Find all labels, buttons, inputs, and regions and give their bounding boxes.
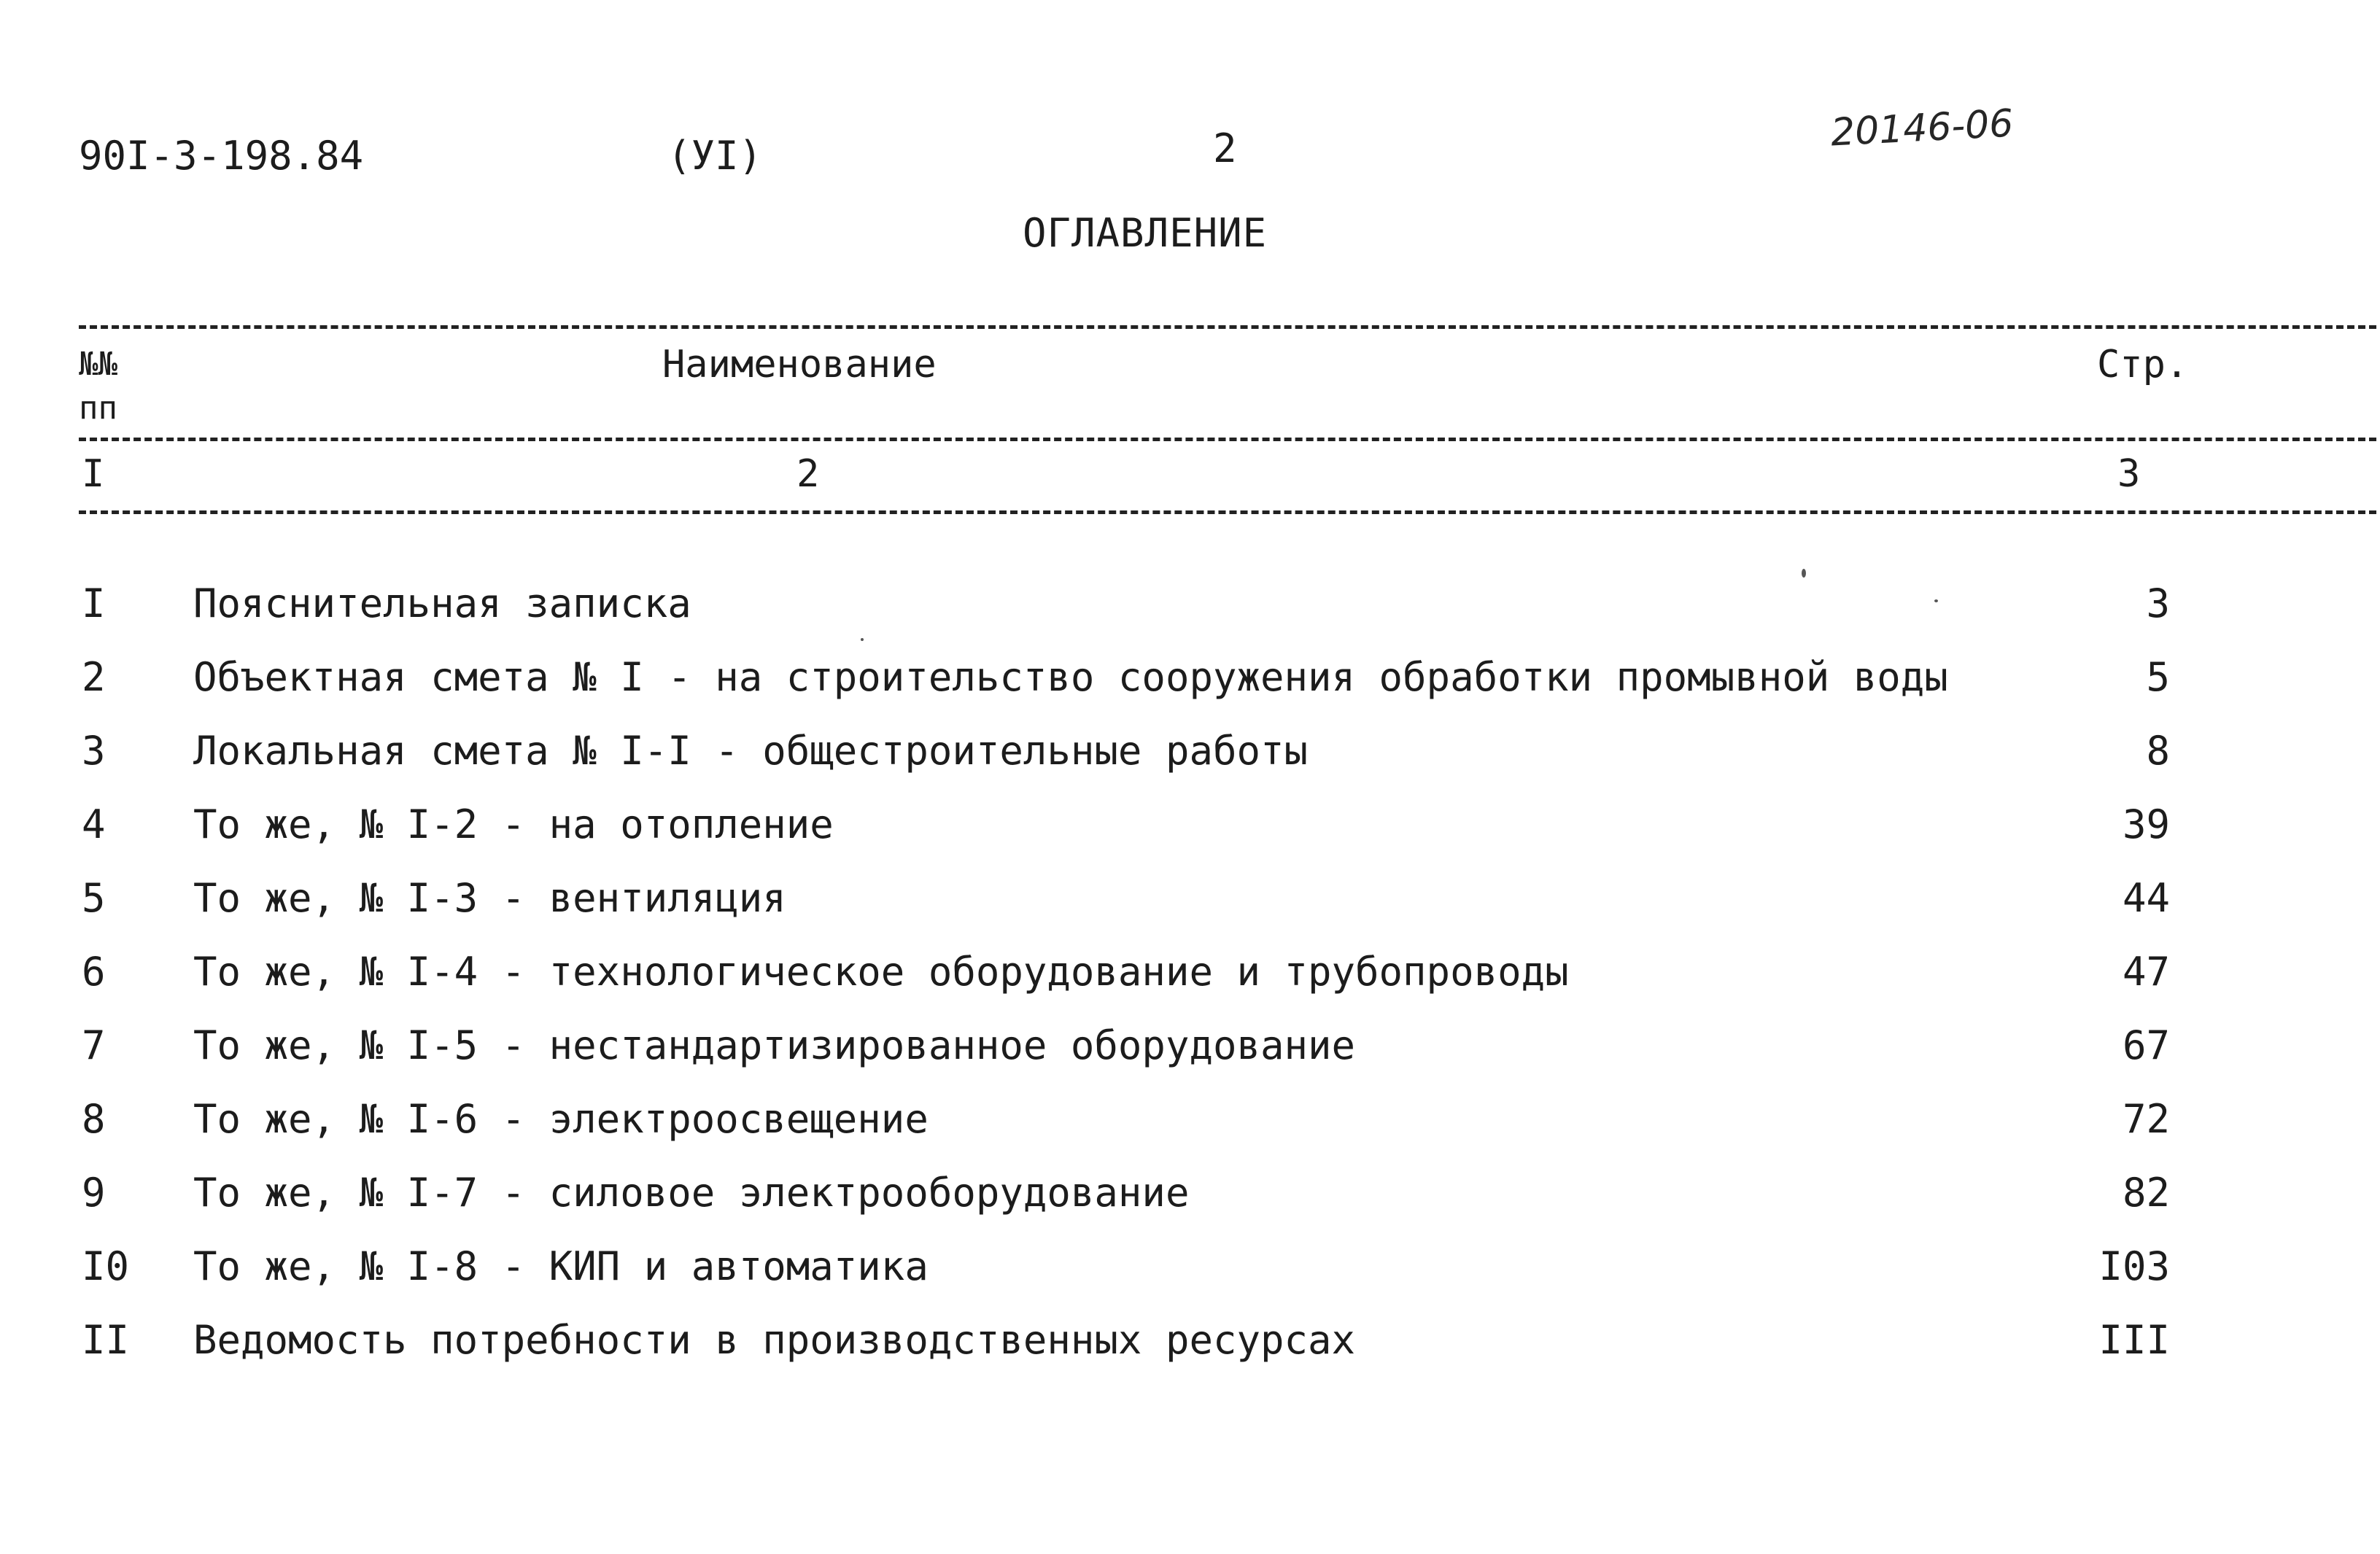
row-title: То же, № I-6 - электроосвещение bbox=[193, 1096, 929, 1142]
table-row bbox=[0, 654, 2380, 727]
table-header-rule bbox=[79, 438, 2376, 441]
row-title: То же, № I-5 - нестандартизированное оборудование bbox=[193, 1022, 1356, 1068]
page-number: 2 bbox=[1213, 125, 1237, 171]
row-number: 2 bbox=[82, 654, 106, 700]
table-row bbox=[0, 1170, 2380, 1243]
volume-label: (УI) bbox=[667, 133, 763, 179]
row-number: 5 bbox=[82, 875, 106, 921]
column-header-page: Стр. bbox=[2097, 343, 2189, 386]
row-page: 47 bbox=[2122, 949, 2170, 995]
column-header-name: Наименование bbox=[662, 343, 937, 386]
row-number: II bbox=[82, 1317, 130, 1363]
scan-speck bbox=[1802, 569, 1806, 578]
row-number: 4 bbox=[82, 801, 106, 847]
table-row bbox=[0, 580, 2380, 653]
row-title: То же, № I-4 - технологическое оборудование и трубопроводы bbox=[193, 949, 1569, 995]
row-title: Объектная смета № I - на строительство сооружения обработки промывной воды bbox=[193, 654, 1948, 700]
table-row bbox=[0, 728, 2380, 801]
row-number: I0 bbox=[82, 1243, 130, 1289]
table-row bbox=[0, 949, 2380, 1022]
row-page: III bbox=[2098, 1317, 2170, 1363]
table-row bbox=[0, 801, 2380, 874]
row-page: 5 bbox=[2146, 654, 2170, 700]
page-title: ОГЛАВЛЕНИЕ bbox=[1023, 210, 1268, 256]
column-number-1: I bbox=[82, 452, 105, 496]
table-row bbox=[0, 1022, 2380, 1095]
table-row bbox=[0, 1096, 2380, 1169]
archive-number: 20146-06 bbox=[1829, 101, 2015, 155]
table-top-rule bbox=[79, 325, 2376, 329]
row-number: 7 bbox=[82, 1022, 106, 1068]
row-title: То же, № I-7 - силовое электрооборудование bbox=[193, 1170, 1190, 1216]
row-number: 3 bbox=[82, 728, 106, 774]
row-page: 67 bbox=[2122, 1022, 2170, 1068]
row-number: 9 bbox=[82, 1170, 106, 1216]
row-page: 8 bbox=[2146, 728, 2170, 774]
row-page: 82 bbox=[2122, 1170, 2170, 1216]
row-title: Ведомость потребности в производственных ресурсах bbox=[193, 1317, 1356, 1363]
column-number-2: 2 bbox=[796, 452, 820, 496]
row-page: 72 bbox=[2122, 1096, 2170, 1142]
row-number: I bbox=[82, 580, 106, 626]
row-page: 44 bbox=[2122, 875, 2170, 921]
row-title: То же, № I-2 - на отопление bbox=[193, 801, 834, 847]
column-number-3: 3 bbox=[2117, 452, 2141, 496]
row-title: Пояснительная записка bbox=[193, 580, 691, 626]
column-header-number: №№ пп bbox=[79, 346, 117, 427]
row-title: То же, № I-8 - КИП и автоматика bbox=[193, 1243, 929, 1289]
table-row bbox=[0, 1243, 2380, 1316]
document-code: 90I-3-198.84 bbox=[79, 133, 364, 179]
row-number: 6 bbox=[82, 949, 106, 995]
row-page: I03 bbox=[2098, 1243, 2170, 1289]
scan-speck bbox=[861, 638, 864, 641]
row-number: 8 bbox=[82, 1096, 106, 1142]
scan-speck bbox=[1934, 599, 1938, 602]
table-row bbox=[0, 1317, 2380, 1390]
row-title: Локальная смета № I-I - общестроительные работы bbox=[193, 728, 1309, 774]
table-numbers-rule bbox=[79, 510, 2376, 514]
row-page: 3 bbox=[2146, 580, 2170, 626]
row-title: То же, № I-3 - вентиляция bbox=[193, 875, 786, 921]
row-page: 39 bbox=[2122, 801, 2170, 847]
table-row bbox=[0, 875, 2380, 948]
